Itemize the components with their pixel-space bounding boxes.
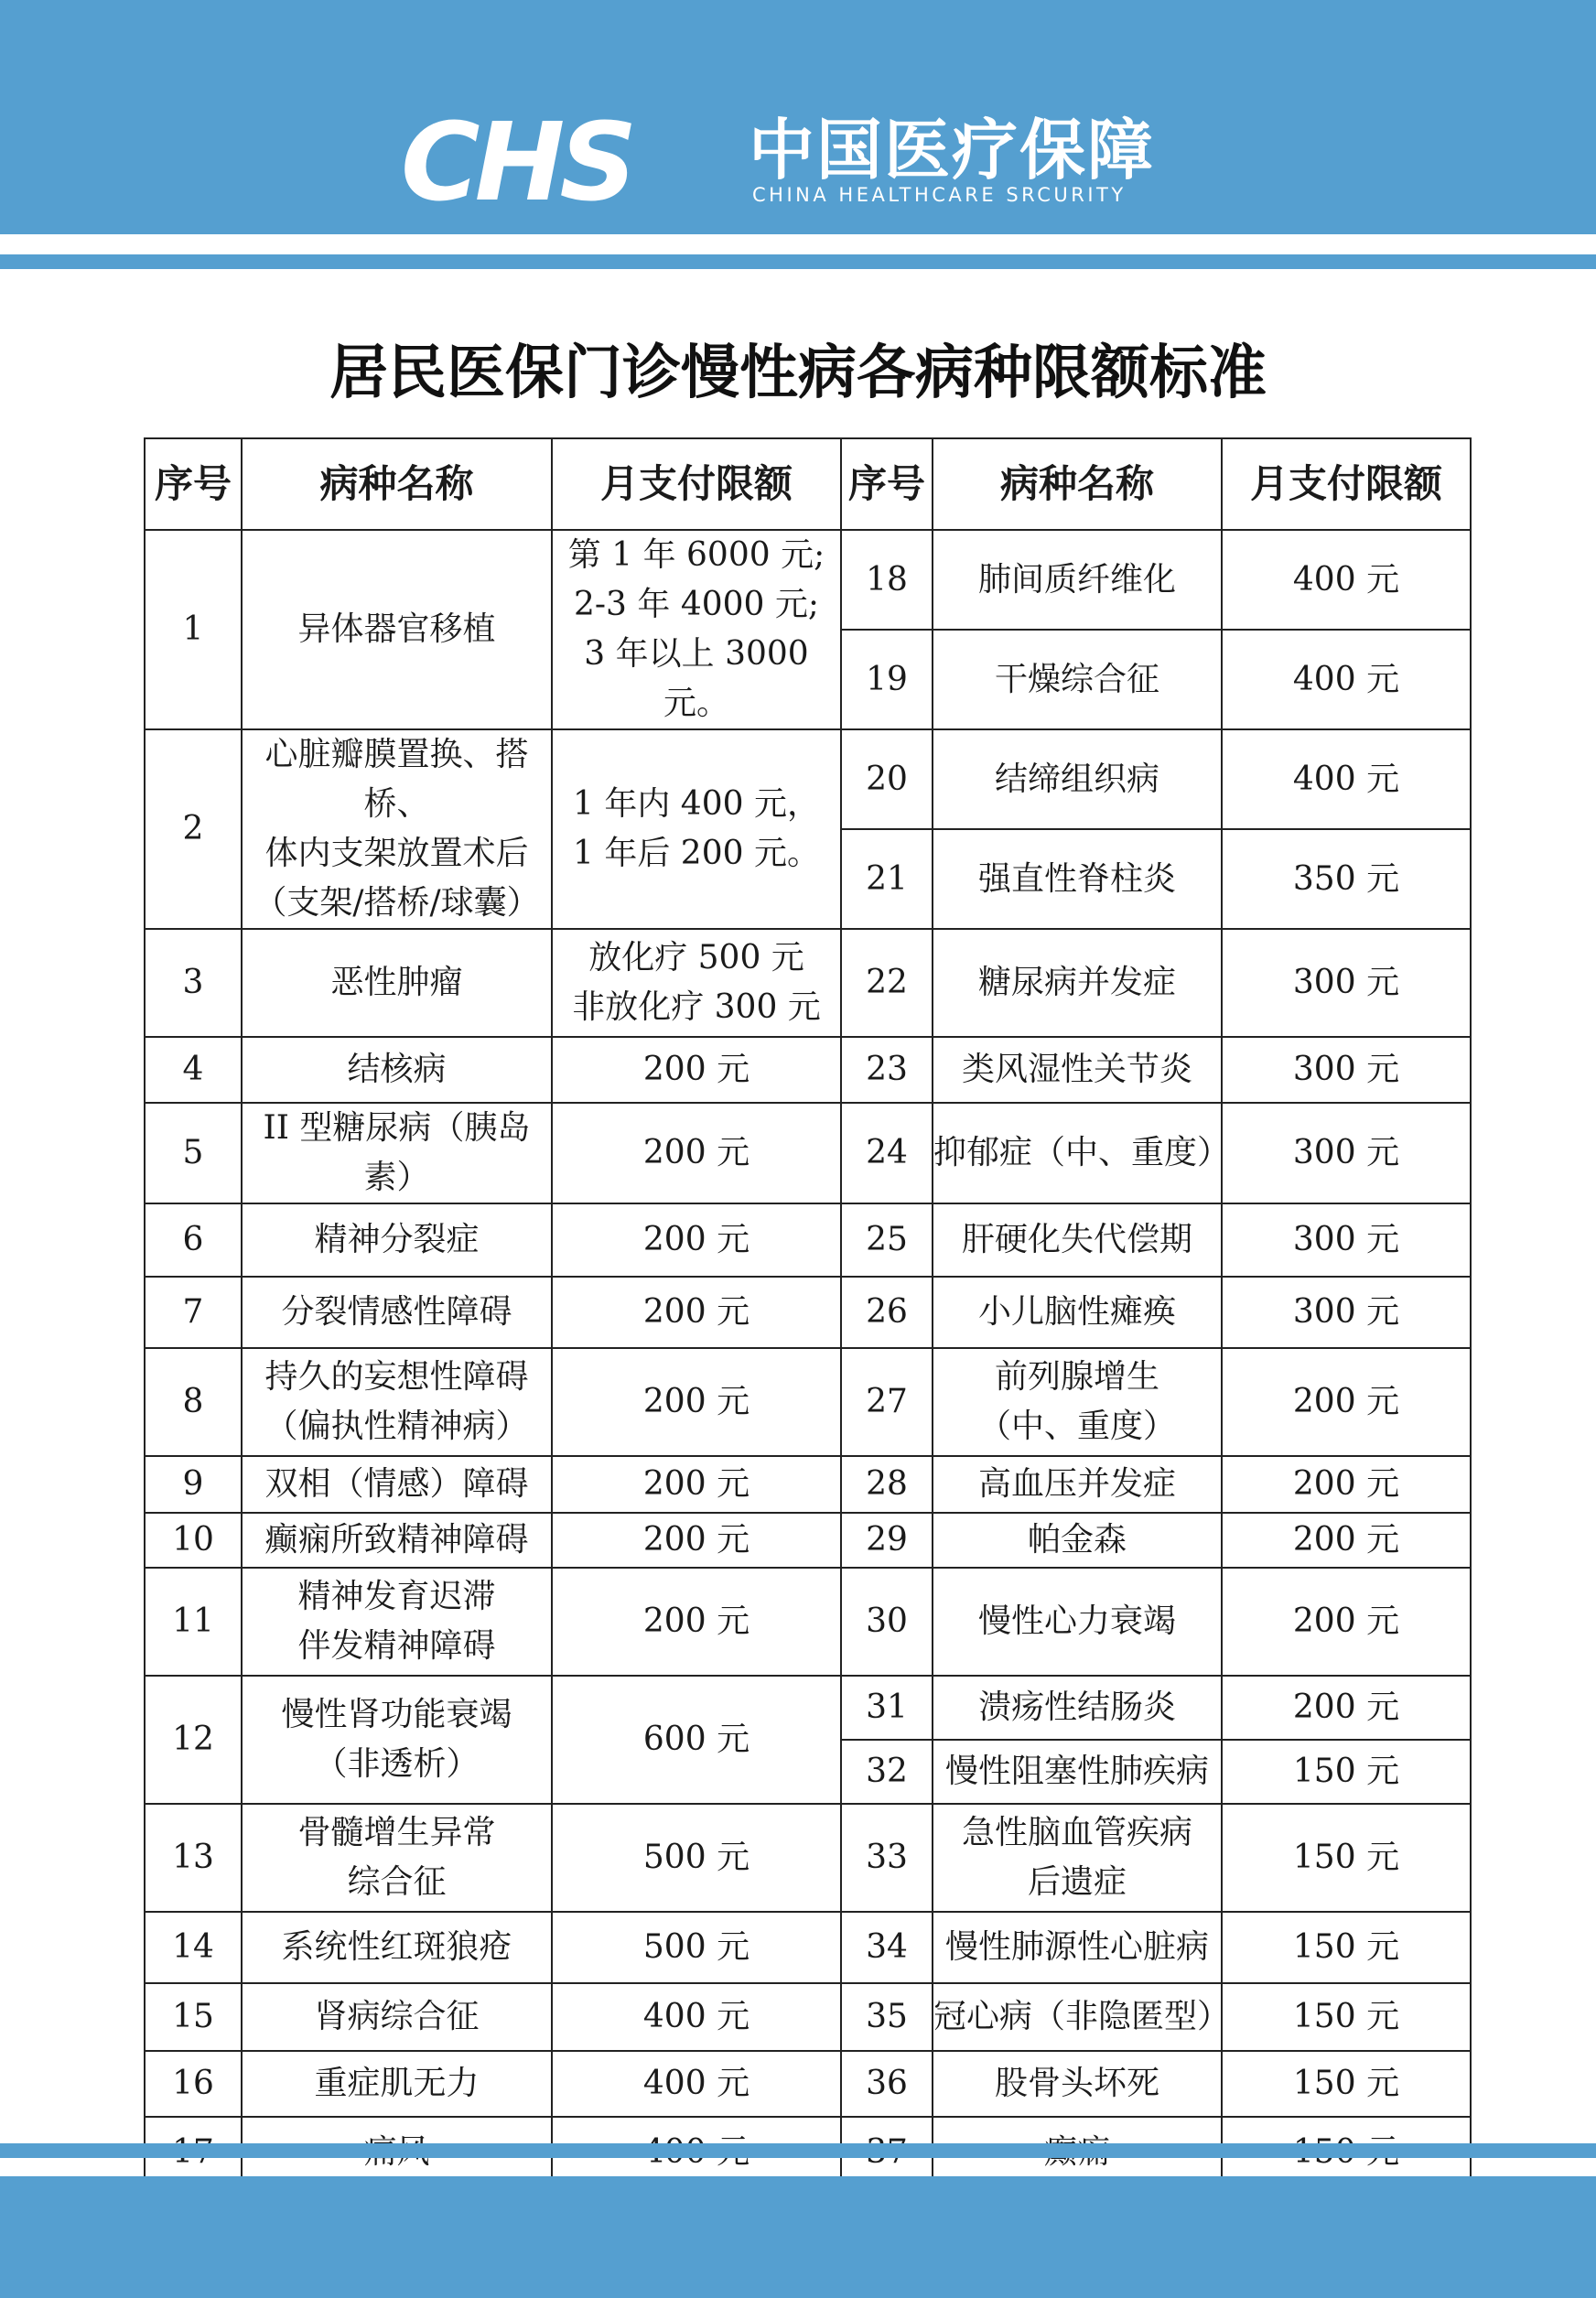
- row-number: 29: [841, 1513, 933, 1568]
- monthly-limit: 400 元: [552, 1983, 841, 2051]
- monthly-limit: 200 元: [1222, 1456, 1471, 1513]
- monthly-limit: 300 元: [1222, 1103, 1471, 1203]
- row-number: 30: [841, 1568, 933, 1676]
- brand-name-en: CHINA HEALTHCARE SRCURITY: [752, 184, 1127, 206]
- table-row: [145, 1983, 1471, 2051]
- disease-name: 重症肌无力: [242, 2051, 552, 2117]
- disease-name: 异体器官移植: [242, 530, 552, 729]
- monthly-limit: 200 元: [552, 1513, 841, 1568]
- monthly-limit: 300 元: [1222, 1037, 1471, 1103]
- disease-name: 高血压并发症: [933, 1456, 1222, 1513]
- row-number: 33: [841, 1804, 933, 1912]
- row-number: 18: [841, 530, 933, 630]
- row-number: 14: [145, 1912, 242, 1983]
- monthly-limit: 200 元: [552, 1348, 841, 1456]
- row-number: 27: [841, 1348, 933, 1456]
- disease-name: 结缔组织病: [933, 729, 1222, 829]
- table-row: [145, 1513, 1471, 1568]
- monthly-limit: 150 元: [1222, 2051, 1471, 2117]
- monthly-limit: 150 元: [1222, 1804, 1471, 1912]
- disease-name: 股骨头坏死: [933, 2051, 1222, 2117]
- table-row: [145, 530, 1471, 630]
- disease-name: 骨髓增生异常 综合征: [242, 1804, 552, 1912]
- disease-name: 前列腺增生 （中、重度）: [933, 1348, 1222, 1456]
- disease-name: 肝硬化失代偿期: [933, 1203, 1222, 1277]
- table-header-row: [145, 438, 1471, 530]
- table-row: [145, 1037, 1471, 1103]
- monthly-limit: 150 元: [1222, 1912, 1471, 1983]
- row-number: 2: [145, 729, 242, 929]
- row-number: 26: [841, 1277, 933, 1348]
- monthly-limit: 300 元: [1222, 929, 1471, 1037]
- table-row: [145, 1456, 1471, 1513]
- disease-name: 急性脑血管疾病 后遗症: [933, 1804, 1222, 1912]
- monthly-limit: 200 元: [552, 1103, 841, 1203]
- row-number: 35: [841, 1983, 933, 2051]
- row-number: 23: [841, 1037, 933, 1103]
- logo-mark: CHS: [401, 99, 632, 225]
- row-number: 5: [145, 1103, 242, 1203]
- disease-name: 帕金森: [933, 1513, 1222, 1568]
- row-number: 19: [841, 630, 933, 729]
- monthly-limit: 200 元: [552, 1203, 841, 1277]
- col-header-number: 序号: [145, 438, 242, 530]
- monthly-limit: 200 元: [1222, 1348, 1471, 1456]
- monthly-limit: 200 元: [552, 1456, 841, 1513]
- table-row: [145, 2051, 1471, 2117]
- row-number: 20: [841, 729, 933, 829]
- disease-name: 系统性红斑狼疮: [242, 1912, 552, 1983]
- row-number: 4: [145, 1037, 242, 1103]
- row-number: 32: [841, 1740, 933, 1804]
- monthly-limit: 400 元: [552, 2051, 841, 2117]
- disease-name: 类风湿性关节炎: [933, 1037, 1222, 1103]
- row-number: 34: [841, 1912, 933, 1983]
- monthly-limit: 600 元: [552, 1676, 841, 1804]
- page-title: 居民医保门诊慢性病各病种限额标准: [329, 339, 1267, 407]
- table-row: [145, 1912, 1471, 1983]
- row-number: 13: [145, 1804, 242, 1912]
- disease-name: 双相（情感）障碍: [242, 1456, 552, 1513]
- monthly-limit: 400 元: [1222, 729, 1471, 829]
- monthly-limit: 1 年内 400 元， 1 年后 200 元。: [552, 729, 841, 929]
- monthly-limit: 200 元: [552, 1037, 841, 1103]
- disease-name: 肺间质纤维化: [933, 530, 1222, 630]
- disease-name: 慢性阻塞性肺疾病: [933, 1740, 1222, 1804]
- footer-stripe: [0, 2143, 1596, 2158]
- monthly-limit: 500 元: [552, 1804, 841, 1912]
- logo: [401, 99, 1224, 225]
- table-row: [145, 929, 1471, 1037]
- disease-name: II 型糖尿病（胰岛素）: [242, 1103, 552, 1203]
- table-row: [145, 1568, 1471, 1676]
- disease-name: 持久的妄想性障碍 （偏执性精神病）: [242, 1348, 552, 1456]
- monthly-limit: 第 1 年 6000 元; 2-3 年 4000 元; 3 年以上 3000 元。: [552, 530, 841, 729]
- monthly-limit: 放化疗 500 元 非放化疗 300 元: [552, 929, 841, 1037]
- brand-name-cn: 中国医疗保障: [749, 112, 1156, 189]
- row-number: 1: [145, 530, 242, 729]
- row-number: 24: [841, 1103, 933, 1203]
- row-number: 25: [841, 1203, 933, 1277]
- monthly-limit: 400 元: [1222, 530, 1471, 630]
- row-number: 8: [145, 1348, 242, 1456]
- row-number: 3: [145, 929, 242, 1037]
- col-header-number: 序号: [841, 438, 933, 530]
- header-stripe: [0, 254, 1596, 269]
- disease-name: 强直性脊柱炎: [933, 829, 1222, 929]
- footer-band: [0, 2176, 1596, 2298]
- col-header-disease: 病种名称: [242, 438, 552, 530]
- disease-name: 精神发育迟滞 伴发精神障碍: [242, 1568, 552, 1676]
- monthly-limit: 500 元: [552, 1912, 841, 1983]
- table-row: [145, 1203, 1471, 1277]
- table-row: [145, 1348, 1471, 1456]
- table-row: [145, 1676, 1471, 1740]
- monthly-limit: 350 元: [1222, 829, 1471, 929]
- disease-name: 心脏瓣膜置换、搭桥、 体内支架放置术后 （支架/搭桥/球囊）: [242, 729, 552, 929]
- disease-name: 抑郁症（中、重度）: [933, 1103, 1222, 1203]
- table-row: [145, 1103, 1471, 1203]
- monthly-limit: 150 元: [1222, 1740, 1471, 1804]
- row-number: 21: [841, 829, 933, 929]
- col-header-limit: 月支付限额: [1222, 438, 1471, 530]
- row-number: 10: [145, 1513, 242, 1568]
- monthly-limit: 200 元: [1222, 1513, 1471, 1568]
- disease-name: 慢性心力衰竭: [933, 1568, 1222, 1676]
- col-header-disease: 病种名称: [933, 438, 1222, 530]
- row-number: 6: [145, 1203, 242, 1277]
- disease-name: 干燥综合征: [933, 630, 1222, 729]
- row-number: 31: [841, 1676, 933, 1740]
- monthly-limit: 300 元: [1222, 1203, 1471, 1277]
- disease-name: 冠心病（非隐匿型）: [933, 1983, 1222, 2051]
- disease-name: 肾病综合征: [242, 1983, 552, 2051]
- row-number: 11: [145, 1568, 242, 1676]
- row-number: 22: [841, 929, 933, 1037]
- disease-name: 小儿脑性瘫痪: [933, 1277, 1222, 1348]
- disease-name: 糖尿病并发症: [933, 929, 1222, 1037]
- monthly-limit: 300 元: [1222, 1277, 1471, 1348]
- disease-name: 癫痫所致精神障碍: [242, 1513, 552, 1568]
- monthly-limit: 150 元: [1222, 1983, 1471, 2051]
- monthly-limit: 200 元: [552, 1568, 841, 1676]
- monthly-limit: 200 元: [1222, 1676, 1471, 1740]
- monthly-limit: 200 元: [552, 1277, 841, 1348]
- disease-name: 慢性肾功能衰竭 （非透析）: [242, 1676, 552, 1804]
- disease-name: 恶性肿瘤: [242, 929, 552, 1037]
- disease-name: 结核病: [242, 1037, 552, 1103]
- monthly-limit: 200 元: [1222, 1568, 1471, 1676]
- table-row: [145, 729, 1471, 829]
- disease-name: 精神分裂症: [242, 1203, 552, 1277]
- row-number: 7: [145, 1277, 242, 1348]
- disease-name: 慢性肺源性心脏病: [933, 1912, 1222, 1983]
- limit-table: [144, 437, 1472, 2189]
- row-number: 36: [841, 2051, 933, 2117]
- table-row: [145, 1804, 1471, 1912]
- row-number: 15: [145, 1983, 242, 2051]
- col-header-limit: 月支付限额: [552, 438, 841, 530]
- row-number: 16: [145, 2051, 242, 2117]
- row-number: 9: [145, 1456, 242, 1513]
- row-number: 12: [145, 1676, 242, 1804]
- monthly-limit: 400 元: [1222, 630, 1471, 729]
- table-row: [145, 1277, 1471, 1348]
- disease-name: 溃疡性结肠炎: [933, 1676, 1222, 1740]
- disease-name: 分裂情感性障碍: [242, 1277, 552, 1348]
- row-number: 28: [841, 1456, 933, 1513]
